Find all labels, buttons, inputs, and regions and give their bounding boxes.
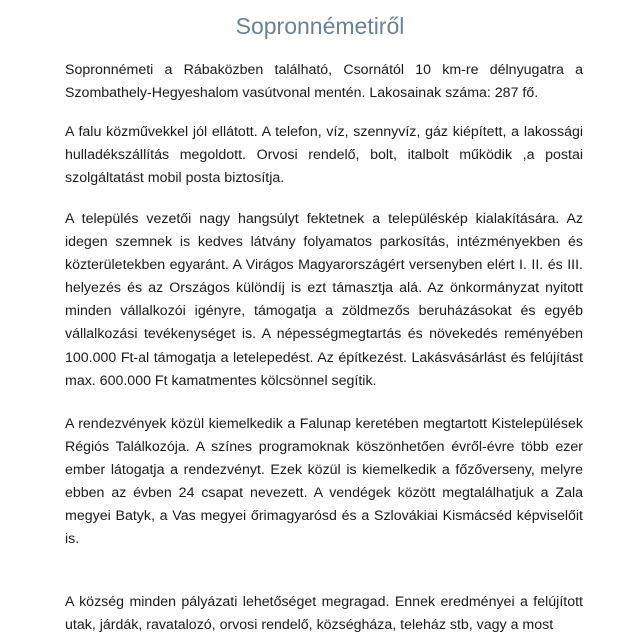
- paragraph-location: Sopronnémeti a Rábaközben található, Csornától 10 km-re délnyugatra a Szombathely-Hegyeshalom vasútvonal mentén. Lakosainak száma: 287 fő.: [65, 62, 583, 102]
- paragraph-utilities: A falu közművekkel jól ellátott. A telefon, víz, szennyvíz, gáz kiépített, a lakossági hulladékszállítás megoldott. Orvosi rendelő, bolt, italbolt működik ,a postai szolgáltatást mobil posta biztosítja.: [65, 124, 583, 187]
- paragraph-tenders: A község minden pályázati lehetőséget megragad. Ennek eredményei a felújított utak, járdák, ravatalozó, orvosi rendelő, községháza, teleház stb, vagy a most: [65, 594, 583, 634]
- paragraph-townscape: A település vezetői nagy hangsúlyt fektetnek a településkép kialakítására. Az idegen szemnek is kedves látvány folyamatos parkosítás, intézményekben és közterületekben egyaránt. A Virágos Magyarországért versenyben elért I. II. és III. helyezés és az Országos különdíj is ezt támasztja alá. Az önkormányzat nyitott minden vállalkozói igényre, támogatja a zöldmezős beruházásokat és egyéb vállalkozási tevékenységet is. A népességmegtartás és növekedés reményében 100.000 Ft-al támogatja a letelepedést. Az építkezést. Lakásvásárlást és felújítást max. 600.000 Ft kamatmentes kölcsönnel segítik.: [65, 211, 583, 389]
- paragraph-events: A rendezvények közül kiemelkedik a Falunap keretében megtartott Kistelepülések Régiós Találkozója. A színes programoknak köszönhetően évről-évre több ezer ember látogatja a rendezvényt. Ezek közül is kiemelkedik a főzőverseny, melyre ebben az évben 24 csapat nevezett. A vendégek között megtalálhatjuk a Zala megyei Batyk, a Vas megyei őrimagyarósd és a Szlovákiai Kismácséd képviselőit is.: [65, 416, 583, 548]
- page-title: Sopronnémetiről: [235, 13, 405, 39]
